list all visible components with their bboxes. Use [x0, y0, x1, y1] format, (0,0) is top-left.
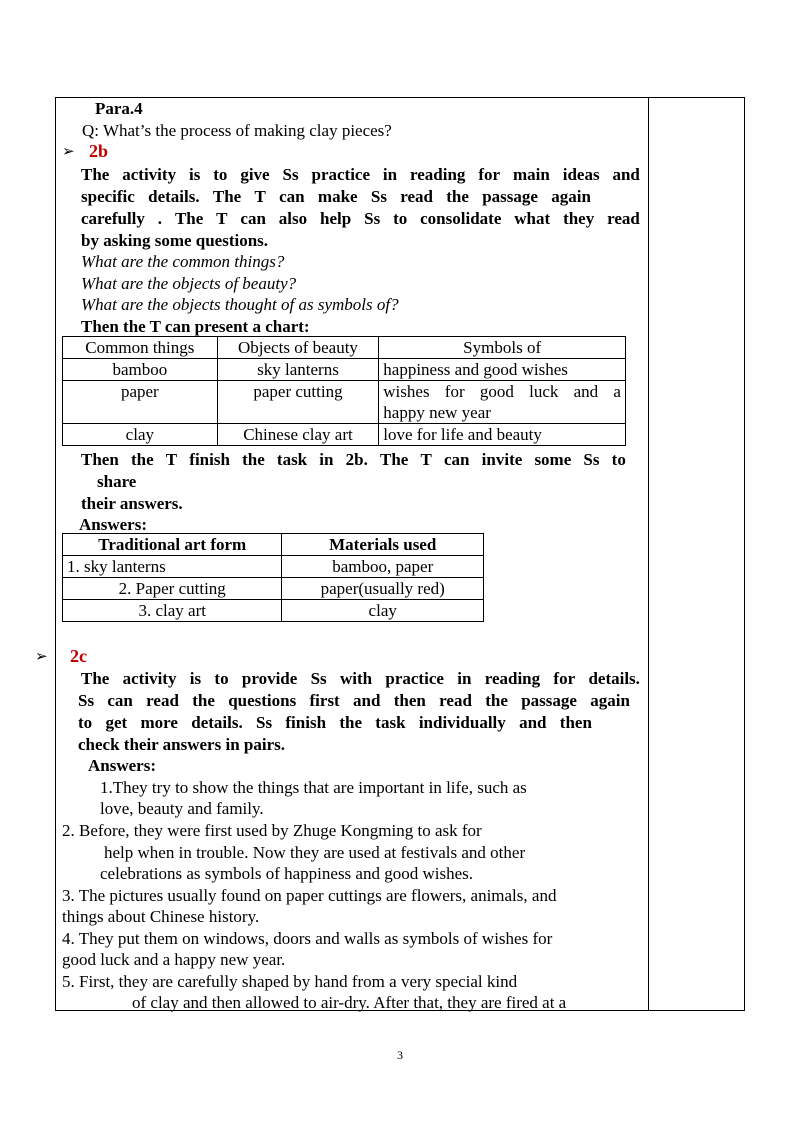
s2b-finish-line: share — [97, 472, 137, 491]
table-cell: 3. clay art — [63, 600, 282, 622]
table-row — [63, 381, 626, 424]
s2c-answer-line: of clay and then allowed to air-dry. After that, they are fired at a — [132, 993, 567, 1012]
s2b-question: What are the objects thought of as symbols of? — [81, 295, 399, 314]
s2c-answer-line: 1.They try to show the things that are important in life, such as — [100, 778, 527, 797]
s2b-text-line: by asking some questions. — [81, 231, 269, 250]
table-row — [63, 556, 484, 578]
table-header-row — [63, 534, 484, 556]
table-cell: bamboo — [63, 359, 218, 381]
header-cell: Symbols of — [379, 337, 626, 359]
table-cell: bamboo, paper — [282, 556, 484, 578]
cell-text: wishes for good luck and a — [383, 382, 621, 401]
s2c-text-line: Ss can read the questions first and then read the passage again — [78, 691, 630, 710]
s2c-answer-line: celebrations as symbols of happiness and good wishes. — [100, 864, 473, 883]
para-question: Q: What’s the process of making clay pieces? — [82, 121, 392, 140]
cell-text: happiness and good wishes — [383, 360, 568, 379]
table-cell: clay — [282, 600, 484, 622]
arrow-bullet-icon: ➢ — [62, 144, 75, 160]
s2b-text-line: specific details. The T can make Ss read the passage again — [81, 187, 591, 206]
s2c-answer-line: 3. The pictures usually found on paper cuttings are flowers, animals, and — [62, 886, 557, 905]
header-cell: Objects of beauty — [217, 337, 379, 359]
s2b-question: What are the common things? — [81, 252, 285, 271]
s2c-answer-line: 4. They put them on windows, doors and walls as symbols of wishes for — [62, 929, 553, 948]
s2b-present-chart: Then the T can present a chart: — [81, 317, 310, 336]
section-2b-label: 2b — [89, 141, 109, 161]
s2b-text-line: The activity is to give Ss practice in reading for main ideas and — [81, 165, 640, 184]
table-cell: clay — [63, 424, 218, 446]
table-cell: paper(usually red) — [282, 578, 484, 600]
table-header-row — [63, 337, 626, 359]
arrow-bullet-icon: ➢ — [35, 649, 48, 665]
table-row — [63, 424, 626, 446]
s2c-answer-line: 5. First, they are carefully shaped by hand from a very special kind — [62, 972, 518, 991]
table-row — [63, 359, 626, 381]
column-divider — [648, 97, 649, 1011]
s2c-answer-line: things about Chinese history. — [62, 907, 260, 926]
table-cell: sky lanterns — [217, 359, 379, 381]
s2c-text-line: check their answers in pairs. — [78, 735, 285, 754]
s2b-answers-label: Answers: — [79, 515, 147, 534]
s2c-answers-label: Answers: — [88, 756, 156, 775]
s2b-finish-line: their answers. — [81, 494, 183, 513]
table-cell — [379, 359, 626, 381]
table-cell: 2. Paper cutting — [63, 578, 282, 600]
s2b-text-line: carefully . The T can also help Ss to consolidate what they read — [81, 209, 640, 228]
table-row — [63, 600, 484, 622]
s2b-finish-line: Then the T finish the task in 2b. The T can invite some Ss to — [81, 450, 626, 469]
table-cell — [379, 381, 626, 424]
table-cell: 1. sky lanterns — [63, 556, 282, 578]
header-cell: Common things — [63, 337, 218, 359]
s2b-question: What are the objects of beauty? — [81, 274, 297, 293]
section-2c-label: 2c — [70, 646, 87, 666]
table-cell: Chinese clay art — [217, 424, 379, 446]
s2c-text-line: to get more details. Ss finish the task individually and then — [78, 713, 592, 732]
table-cell: paper cutting — [217, 381, 379, 424]
answers-table — [62, 533, 484, 622]
para-heading: Para.4 — [95, 99, 143, 118]
page-number: 3 — [397, 1048, 403, 1062]
s2c-answer-line: help when in trouble. Now they are used at festivals and other — [104, 843, 526, 862]
s2c-answer-line: good luck and a happy new year. — [62, 950, 286, 969]
cell-text: happy new year — [383, 403, 491, 422]
table-row — [63, 578, 484, 600]
symbols-chart-table — [62, 336, 626, 446]
table-cell — [379, 424, 626, 446]
header-cell: Traditional art form — [63, 534, 282, 556]
header-cell: Materials used — [282, 534, 484, 556]
s2c-answer-line: love, beauty and family. — [100, 799, 264, 818]
s2c-text-line: The activity is to provide Ss with practice in reading for details. — [81, 669, 640, 688]
s2c-answer-line: 2. Before, they were first used by Zhuge Kongming to ask for — [62, 821, 482, 840]
table-cell: paper — [63, 381, 218, 424]
cell-text: love for life and beauty — [383, 425, 542, 444]
